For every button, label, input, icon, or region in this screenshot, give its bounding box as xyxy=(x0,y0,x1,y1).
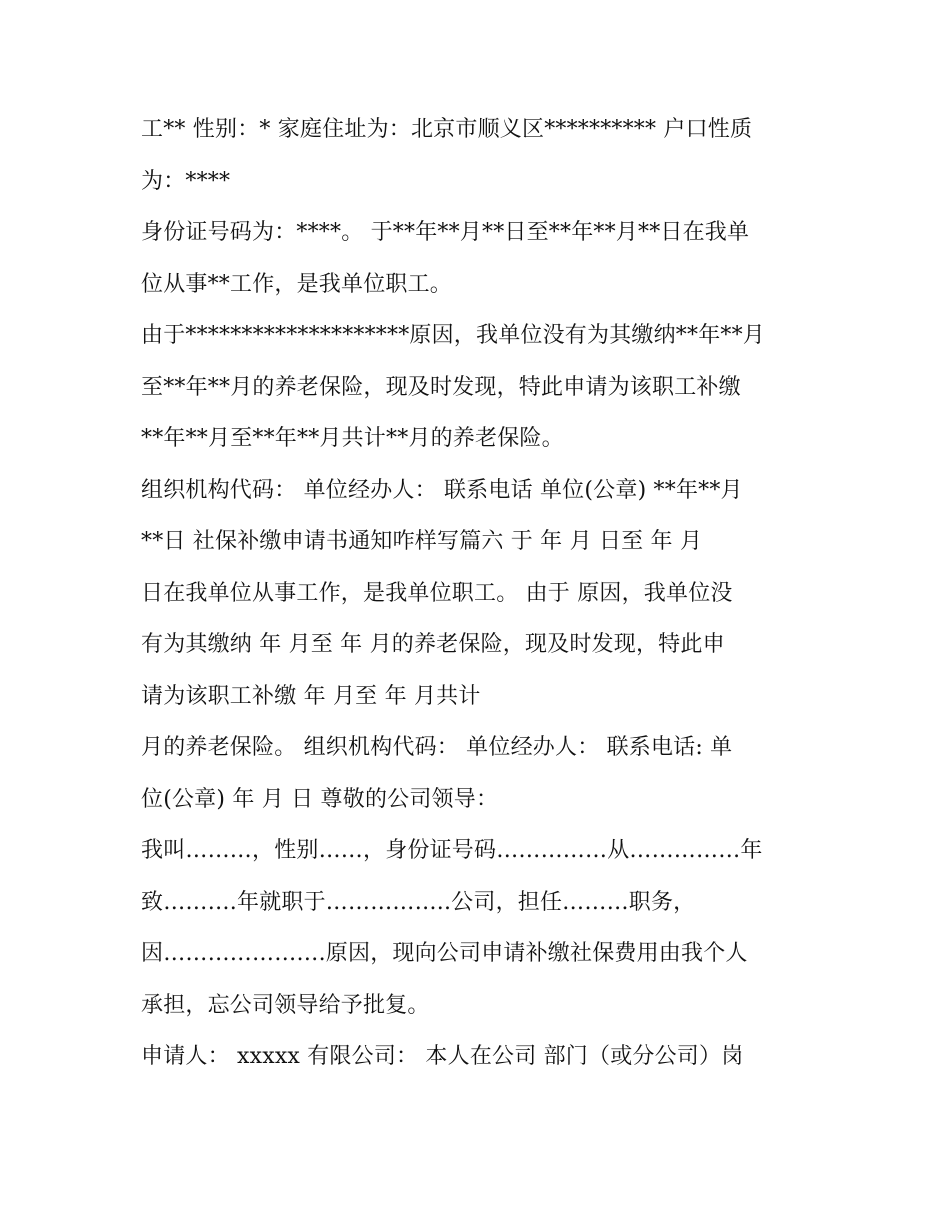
text-line-5: 由于********************原因，我单位没有为其缴纳**年**月 xyxy=(141,323,766,348)
text-line-11: 有为其缴纳 年 月至 年 月的养老保险，现及时发现，特此申 xyxy=(141,632,725,657)
text-line-3: 身份证号码为：****。 于**年**月**日至**年**月**日在我单 xyxy=(141,220,750,245)
text-line-17: 因………………….原因，现向公司申请补缴社保费用由我个人 xyxy=(141,941,748,966)
text-line-10: 日在我单位从事工作，是我单位职工。 由于 原因，我单位没 xyxy=(141,580,733,606)
text-line-2: 为：**** xyxy=(141,168,231,194)
text-line-9: **日 社保补缴申请书通知咋样写篇六 于 年 月 日至 年 月 xyxy=(141,529,703,554)
text-line-16: 致……….年就职于……………..公司，担任………职务， xyxy=(141,889,696,915)
text-line-12: 请为该职工补缴 年 月至 年 月共计 xyxy=(141,683,481,709)
text-line-7: **年**月至**年**月共计**月的养老保险。 xyxy=(141,426,564,451)
text-line-15: 我叫………，性别……，身份证号码……………从……………年 xyxy=(141,838,763,863)
text-line-14: 位(公章) 年 月 日 尊敬的公司领导： xyxy=(141,786,499,812)
text-line-4: 位从事**工作，是我单位职工。 xyxy=(141,271,453,297)
document-body xyxy=(141,104,821,1083)
text-line-8: 组织机构代码： 单位经办人： 联系电话 单位(公章) **年**月 xyxy=(141,477,743,503)
text-line-13: 月的养老保险。 组织机构代码： 单位经办人： 联系电话: 单 xyxy=(141,735,733,760)
text-line-1: 工** 性别：* 家庭住址为：北京市顺义区********** 户口性质 xyxy=(141,117,753,142)
text-line-18: 承担，忘公司领导给予批复。 xyxy=(141,992,430,1018)
text-line-19: 申请人： xxxxx 有限公司： 本人在公司 部门（或分公司）岗 xyxy=(141,1044,744,1069)
text-line-6: 至**年**月的养老保险，现及时发现，特此申请为该职工补缴 xyxy=(141,374,741,400)
